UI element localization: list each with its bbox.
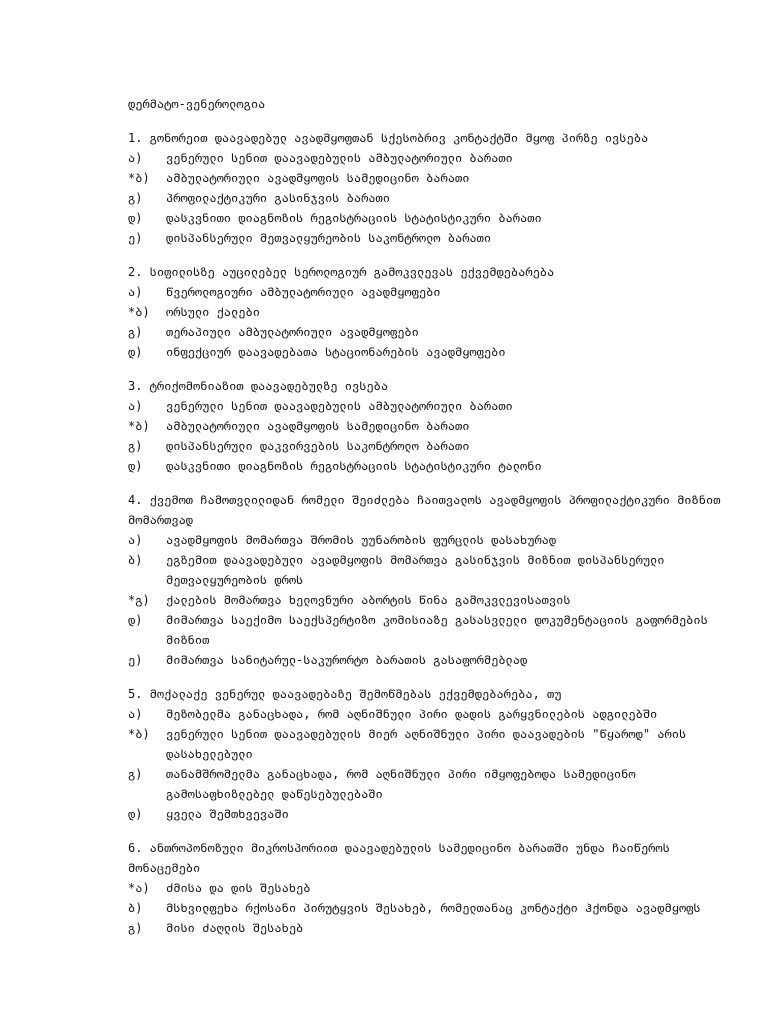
- answer-option-text: დასკვნითი დიაგნოზის რეგისტრაციის სტატისტიკური ბარათი: [166, 211, 542, 225]
- question-text: 6. ანთროპონოზული მიკროსპორიით დაავადებულის სამედიცინო ბარათში უნდა ჩაიწეროს მონაცემები: [128, 841, 670, 875]
- answer-option-marker: ბ): [128, 553, 143, 567]
- question-block: [128, 128, 728, 248]
- question-block: [128, 838, 728, 938]
- answer-option-marker: დ): [128, 345, 143, 359]
- answer-option-text: მისი ძაღლის შესახებ: [166, 921, 304, 935]
- answer-option: [128, 610, 728, 650]
- answer-option-text: ავადმყოფის მომართვა შრომის უუნარობის ფურცლის დასახურად: [166, 533, 557, 547]
- question-block: [128, 490, 728, 670]
- answer-option-marker: ბ): [128, 901, 143, 915]
- answer-option: [128, 188, 728, 208]
- answer-option-text: დისპანსერული დაკვირვების საკონტროლო ბარათი: [166, 439, 470, 453]
- answer-option-marker: გ): [128, 767, 143, 781]
- answer-option-text: ამბულატორიული ავადმყოფის სამედიცინო ბარათი: [166, 171, 470, 185]
- answer-option-marker: ა): [128, 707, 143, 721]
- answer-option-text: მსხვილფეხა რქოსანი პირუტყვის შესახებ, რომელთანაც კონტაქტი ჰქონდა ავადმყოფს: [166, 901, 701, 915]
- answer-option: [128, 342, 728, 362]
- answer-option-text: ეგზემით დაავადებული ავადმყოფის მომართვა გასინჯვის მიზნით დისპანსერული მეთვალყურეობის დროს: [166, 553, 665, 587]
- question-block: [128, 376, 728, 476]
- answer-option: [128, 530, 728, 550]
- answer-option-text: თანამშრომელმა განაცხადა, რომ აღნიშნული პირი იმყოფებოდა სამედიცინო გამოსაფხიზლებელ დაწესებულებაში: [166, 767, 636, 801]
- answer-option-marker: გ): [128, 191, 143, 205]
- answer-option-marker: *ა): [128, 881, 150, 895]
- answer-option: [128, 878, 728, 898]
- answer-option-text: ამბულატორიული ავადმყოფის სამედიცინო ბარათი: [166, 419, 470, 433]
- answer-option-text: წვეროლოგიური ამბულატორიული ავადმყოფები: [166, 285, 441, 299]
- answer-option-marker: ე): [128, 231, 143, 245]
- answer-option-text: ვენერული სენით დაავადებულის ამბულატორიული ბარათი: [166, 399, 513, 413]
- answer-option-marker: გ): [128, 325, 143, 339]
- answer-option-text: დასკვნითი დიაგნოზის რეგისტრაციის სტატისტიკური ტალონი: [166, 459, 542, 473]
- answer-option-text: პროფილაქტიკური გასინჯვის ბარათი: [166, 191, 390, 205]
- question-text: 3. ტრიქომონიაზით დაავადებულზე ივსება: [128, 379, 389, 393]
- answer-option: [128, 550, 728, 590]
- answer-option-marker: ა): [128, 151, 143, 165]
- answer-option: [128, 168, 728, 188]
- answer-option-text: თერაპიული ამბულატორიული ავადმყოფები: [166, 325, 419, 339]
- answer-option: [128, 396, 728, 416]
- answer-option-text: ძმისა და დის შესახებ: [166, 881, 311, 895]
- answer-option-marker: გ): [128, 921, 143, 935]
- question-text: 4. ქვემოთ ჩამოთვლილიდან რომელი შეიძლება ჩაითვალოს ავადმყოფის პროფილაქტიკური მიზნით მომართვად: [128, 493, 721, 527]
- answer-option: [128, 436, 728, 456]
- answer-option-marker: *ბ): [128, 727, 150, 741]
- document-title: დერმატო-ვენეროლოგია: [128, 97, 266, 111]
- answer-option: [128, 322, 728, 342]
- answer-option: [128, 918, 728, 938]
- answer-option: [128, 282, 728, 302]
- answer-option: [128, 456, 728, 476]
- answer-option: [128, 590, 728, 610]
- answer-option-text: ორსული ქალები: [166, 305, 260, 319]
- answer-option-marker: დ): [128, 211, 143, 225]
- answer-option-marker: გ): [128, 439, 143, 453]
- answer-option-marker: დ): [128, 459, 143, 473]
- answer-option: [128, 650, 728, 670]
- answer-option: [128, 804, 728, 824]
- question-block: [128, 262, 728, 362]
- question-text: 5. მოქალაქე ვენერულ დაავადებაზე შემოწმებას ექვემდებარება, თუ: [128, 687, 562, 701]
- answer-option: [128, 148, 728, 168]
- question-text: 2. სიფილისზე აუცილებელ სეროლოგიურ გამოკვლევას ექვემდებარება: [128, 265, 555, 279]
- answer-option-marker: *ბ): [128, 419, 150, 433]
- answer-option-text: ქალების მომართვა ხელოვნური აბორტის წინა გამოკვლევისათვის: [166, 593, 571, 607]
- answer-option-text: ინფექციურ დაავადებათა სტაციონარების ავადმყოფები: [166, 345, 506, 359]
- answer-option-marker: ა): [128, 399, 143, 413]
- answer-option-marker: ე): [128, 653, 143, 667]
- answer-option-marker: *ბ): [128, 171, 150, 185]
- answer-option-text: ყველა შემთხვევაში: [166, 807, 289, 821]
- answer-option-marker: *გ): [128, 593, 150, 607]
- answer-option-marker: დ): [128, 613, 143, 627]
- question-list: [128, 128, 728, 938]
- answer-option-marker: *ბ): [128, 305, 150, 319]
- answer-option-text: ვენერული სენით დაავადებულის მიერ აღნიშნული პირი დაავადების "წყაროდ" არის დასახელებული: [166, 727, 687, 761]
- answer-option-text: მეზობელმა განაცხადა, რომ აღნიშნული პირი დადის გარყვნილების ადგილებში: [166, 707, 658, 721]
- answer-option: [128, 724, 728, 764]
- answer-option-text: ვენერული სენით დაავადებულის ამბულატორიული ბარათი: [166, 151, 513, 165]
- answer-option-text: დისპანსერული მეთვალყურეობის საკონტროლო ბარათი: [166, 231, 492, 245]
- answer-option-marker: ა): [128, 533, 143, 547]
- answer-option: [128, 302, 728, 322]
- answer-option: [128, 208, 728, 228]
- answer-option-text: მიმართვა სანიტარულ-საკურორტო ბარათის გასაფორმებლად: [166, 653, 528, 667]
- answer-option-marker: ა): [128, 285, 143, 299]
- answer-option: [128, 228, 728, 248]
- question-block: [128, 684, 728, 824]
- answer-option: [128, 898, 728, 918]
- answer-option-marker: დ): [128, 807, 143, 821]
- answer-option: [128, 416, 728, 436]
- question-text: 1. გონორეით დაავადებულ ავადმყოფთან სქესობრივ კონტაქტში მყოფ პირზე ივსება: [128, 131, 649, 145]
- answer-option: [128, 764, 728, 804]
- answer-option-text: მიმართვა საექიმო საექსპერტიზო კომისიაზე გასასვლელი დოკუმენტაციის გაფორმების მიზნით: [166, 613, 708, 647]
- answer-option: [128, 704, 728, 724]
